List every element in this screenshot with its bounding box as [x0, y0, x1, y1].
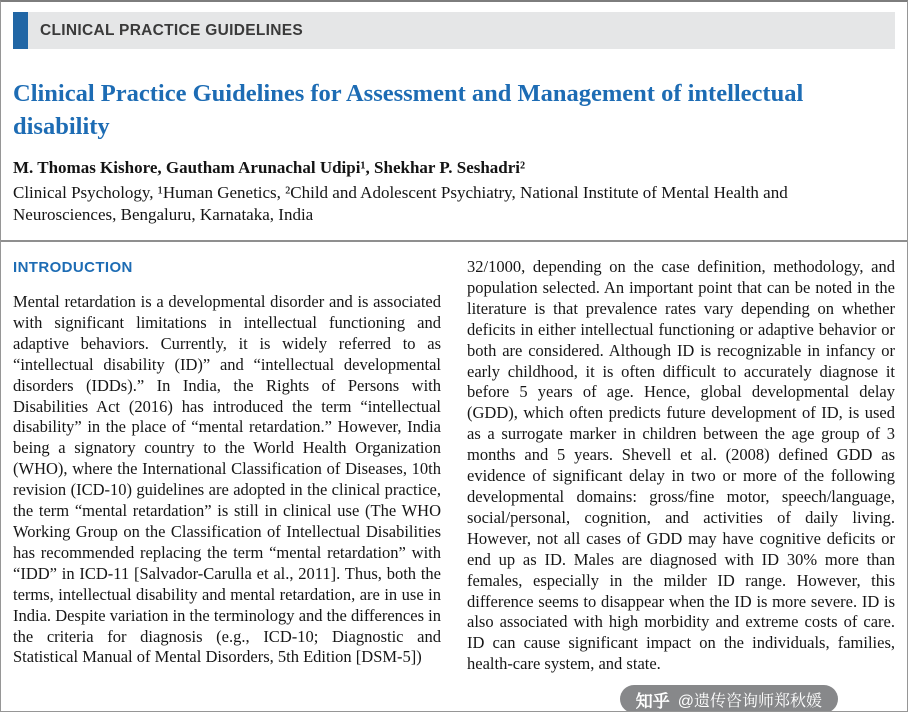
zhihu-logo: 知乎 — [635, 691, 670, 711]
watermark-handle: @遗传咨询师郑秋媛 — [677, 692, 822, 710]
journal-banner-label: CLINICAL PRACTICE GUIDELINES — [40, 21, 304, 39]
article-authors: M. Thomas Kishore, Gautham Arunachal Udipi¹, Shekhar P. Seshadri² — [13, 158, 526, 177]
banner-accent-square — [13, 12, 28, 49]
right-column — [467, 255, 895, 675]
article-body — [13, 255, 895, 675]
section-heading-introduction: INTRODUCTION — [13, 259, 133, 276]
header-divider — [1, 240, 907, 242]
left-column-text: Mental retardation is a developmental disorder and is associated with significant limitations in intellectual functioning and adaptive behaviors. Currently, it is widely referred to as “intellectual disability (ID)” and “intellectual developmental disorders (IDDs).” In India, the Rights of Persons with Disabilities Act (2016) has introduced the term “intellectual disability” in the place of “mental retardation.” However, India being a signatory country to the World Health Organization (WHO), where the International Classification of Diseases, 10th revision (ICD-10) guidelines are adopted in the clinical practice, the term “mental retardation” is still in clinical use (The WHO Working Group on the Classification of Intellectual Disabilities has recommended replacing the term “mental retardation” with “IDD” in ICD-11 [Salvador-Carulla et al., 2011]. Thus, both the terms, intellectual disability and mental retardation, are in use in India. Despite variation in the terminology and the differences in the criteria for diagnosis (e.g., ICD-10; Diagnostic and Statistical Manual of Mental Disorders, 5th Edition [DSM-5]) — [13, 292, 441, 667]
left-column — [13, 255, 441, 675]
journal-banner — [13, 12, 895, 49]
right-column-text: 32/1000, depending on the case definition, methodology, and population selected. An important point that can be noted in the literature is that prevalence rates vary depending on whether deficits in either intellectual functioning or adaptive behavior or both are considered. Although ID is recognizable in infancy or early childhood, it is often difficult to accurately diagnose it before 5 years of age. Hence, global developmental delay (GDD), which often predicts future development of ID, is used as a surrogate marker in children between the age group of 3 months and 5 years. Shevell et al. (2008) defined GDD as evidence of significant delay in two or more of the following developmental domains: gross/fine motor, speech/language, social/personal, cognition, and activities of daily living. However, not all cases of GDD may have cognitive deficits or end up as ID. Males are diagnosed with ID 30% more than females, especially in the milder ID range. However, this difference seems to disappear when the ID is more severe. ID is also associated with high morbidity and extreme costs of care. ID can cause significant impact on the individuals, families, health-care system, and state. — [467, 257, 895, 674]
article-affiliations: Clinical Psychology, ¹Human Genetics, ²Child and Adolescent Psychiatry, National Institute of Mental Health and Neurosciences, Bengaluru, Karnataka, India — [13, 183, 788, 224]
zhihu-watermark — [620, 685, 838, 712]
article-title: Clinical Practice Guidelines for Assessment and Management of intellectual disability — [13, 80, 804, 140]
